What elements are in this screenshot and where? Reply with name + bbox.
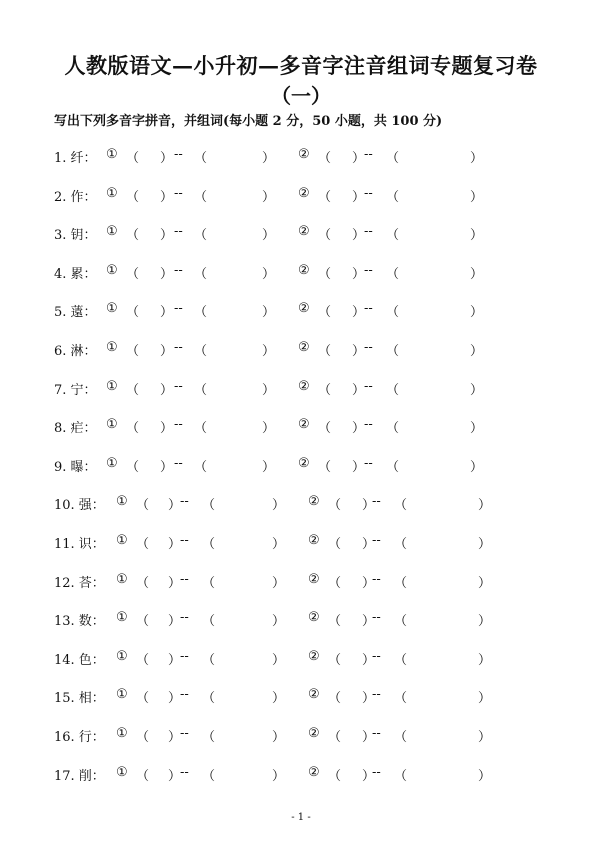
circled-number-1: ①	[106, 185, 118, 201]
pinyin-blank-2-open: （	[318, 266, 332, 282]
dash-separator: --	[180, 648, 189, 664]
word-blank-1-close: ）	[262, 382, 276, 398]
pinyin-blank-1-close: ）	[168, 652, 182, 668]
pinyin-blank-2-close: ）	[352, 266, 366, 282]
word-blank-1-close: ）	[272, 768, 286, 784]
dash-separator: --	[364, 417, 373, 433]
pinyin-blank-1-close: ）	[168, 575, 182, 591]
word-blank-1-open: （	[194, 344, 208, 359]
circled-number-2: ②	[298, 455, 310, 471]
pinyin-blank-1-open: （	[136, 537, 150, 552]
word-blank-2-close: ）	[478, 498, 492, 514]
circled-number-1: ①	[106, 147, 118, 162]
circled-number-2: ②	[298, 147, 310, 162]
question-label: 8. 疟：	[54, 421, 97, 437]
word-blank-2-close: ）	[470, 266, 484, 282]
question-label: 9. 曝：	[54, 459, 97, 475]
word-blank-1-close: ）	[272, 691, 286, 707]
pinyin-blank-2-open: （	[328, 768, 342, 784]
pinyin-blank-2-close: ）	[362, 691, 376, 707]
dash-separator: --	[372, 687, 381, 703]
question-label: 15. 相：	[54, 691, 105, 707]
word-blank-1-open: （	[202, 537, 216, 552]
question-row	[0, 610, 602, 632]
question-label: 3. 钥：	[54, 228, 97, 244]
dash-separator: --	[174, 378, 183, 394]
dash-separator: --	[372, 726, 381, 741]
pinyin-blank-2-open: （	[318, 151, 332, 166]
pinyin-blank-1-open: （	[126, 189, 140, 205]
question-row	[0, 147, 602, 169]
question-row	[0, 379, 602, 401]
circled-number-2: ②	[308, 533, 320, 548]
circled-number-2: ②	[298, 262, 310, 278]
word-blank-1-close: ）	[262, 151, 276, 166]
question-label: 2. 作：	[54, 189, 97, 205]
instruction-text: 写出下列多音字拼音，并组词(每小题 2 分，50 小题，共 100 分)	[54, 114, 443, 129]
question-label: 11. 识：	[54, 537, 105, 552]
dash-separator: --	[364, 455, 373, 471]
word-blank-2-close: ）	[470, 151, 484, 166]
circled-number-2: ②	[308, 571, 320, 587]
circled-number-1: ①	[116, 610, 128, 626]
circled-number-1: ①	[106, 417, 118, 433]
circled-number-2: ②	[298, 417, 310, 433]
pinyin-blank-1-open: （	[126, 228, 140, 244]
pinyin-blank-2-open: （	[328, 614, 342, 630]
page-subtitle: （一）	[271, 84, 331, 108]
circled-number-1: ①	[106, 262, 118, 278]
pinyin-blank-1-close: ）	[168, 691, 182, 707]
dash-separator: --	[174, 224, 183, 240]
pinyin-blank-2-open: （	[328, 498, 342, 514]
pinyin-blank-1-open: （	[126, 305, 140, 321]
dash-separator: --	[364, 262, 373, 278]
dash-separator: --	[364, 147, 373, 162]
word-blank-1-close: ）	[272, 537, 286, 552]
word-blank-1-open: （	[202, 768, 216, 784]
dash-separator: --	[174, 185, 183, 201]
pinyin-blank-2-close: ）	[362, 575, 376, 591]
question-row	[0, 301, 602, 323]
pinyin-blank-2-close: ）	[352, 421, 366, 437]
dash-separator: --	[180, 571, 189, 587]
question-row	[0, 649, 602, 671]
word-blank-2-open: （	[394, 768, 408, 784]
pinyin-blank-2-open: （	[318, 459, 332, 475]
word-blank-1-close: ）	[272, 652, 286, 668]
question-row	[0, 687, 602, 709]
word-blank-1-close: ）	[262, 421, 276, 437]
question-label: 12. 荅：	[54, 575, 105, 591]
word-blank-1-open: （	[202, 730, 216, 745]
pinyin-blank-2-open: （	[318, 228, 332, 244]
question-label: 14. 色：	[54, 652, 105, 668]
pinyin-blank-1-close: ）	[160, 266, 174, 282]
dash-separator: --	[174, 340, 183, 355]
question-row	[0, 456, 602, 478]
circled-number-1: ①	[106, 455, 118, 471]
pinyin-blank-2-close: ）	[362, 498, 376, 514]
question-label: 16. 行：	[54, 730, 105, 745]
word-blank-2-open: （	[394, 614, 408, 630]
word-blank-1-open: （	[202, 614, 216, 630]
dash-separator: --	[180, 764, 189, 780]
circled-number-2: ②	[308, 726, 320, 741]
word-blank-1-close: ）	[262, 228, 276, 244]
dash-separator: --	[364, 378, 373, 394]
pinyin-blank-1-close: ）	[168, 614, 182, 630]
pinyin-blank-2-open: （	[328, 537, 342, 552]
dash-separator: --	[372, 533, 381, 548]
dash-separator: --	[180, 687, 189, 703]
pinyin-blank-1-close: ）	[160, 151, 174, 166]
circled-number-1: ①	[116, 648, 128, 664]
word-blank-1-open: （	[202, 652, 216, 668]
pinyin-blank-1-close: ）	[160, 344, 174, 359]
question-row	[0, 572, 602, 594]
word-blank-2-open: （	[394, 652, 408, 668]
word-blank-1-open: （	[202, 575, 216, 591]
circled-number-1: ①	[106, 378, 118, 394]
pinyin-blank-1-open: （	[136, 498, 150, 514]
word-blank-2-open: （	[394, 730, 408, 745]
pinyin-blank-1-open: （	[136, 614, 150, 630]
pinyin-blank-1-close: ）	[160, 421, 174, 437]
word-blank-2-open: （	[386, 305, 400, 321]
pinyin-blank-1-open: （	[126, 344, 140, 359]
circled-number-2: ②	[308, 494, 320, 510]
circled-number-2: ②	[298, 340, 310, 355]
pinyin-blank-2-open: （	[328, 652, 342, 668]
pinyin-blank-2-close: ）	[362, 537, 376, 552]
dash-separator: --	[180, 610, 189, 626]
word-blank-2-open: （	[394, 537, 408, 552]
question-row	[0, 765, 602, 787]
word-blank-1-open: （	[194, 228, 208, 244]
dash-separator: --	[364, 185, 373, 201]
word-blank-1-close: ）	[262, 305, 276, 321]
dash-separator: --	[372, 648, 381, 664]
word-blank-1-open: （	[194, 421, 208, 437]
question-label: 1. 纤：	[54, 151, 97, 166]
pinyin-blank-1-open: （	[126, 151, 140, 166]
word-blank-2-open: （	[386, 421, 400, 437]
pinyin-blank-2-close: ）	[362, 652, 376, 668]
word-blank-1-open: （	[194, 189, 208, 205]
circled-number-2: ②	[308, 764, 320, 780]
question-label: 6. 淋：	[54, 344, 97, 359]
word-blank-1-close: ）	[262, 189, 276, 205]
page-title: 人教版语文—小升初—多音字注音组词专题复习卷	[64, 53, 538, 78]
word-blank-2-close: ）	[470, 421, 484, 437]
pinyin-blank-2-close: ）	[352, 228, 366, 244]
word-blank-1-open: （	[202, 498, 216, 514]
dash-separator: --	[180, 533, 189, 548]
dash-separator: --	[372, 571, 381, 587]
word-blank-1-close: ）	[262, 266, 276, 282]
word-blank-2-close: ）	[470, 305, 484, 321]
pinyin-blank-2-open: （	[328, 575, 342, 591]
circled-number-1: ①	[106, 301, 118, 317]
pinyin-blank-1-close: ）	[160, 382, 174, 398]
circled-number-2: ②	[298, 301, 310, 317]
question-label: 5. 薳：	[54, 305, 97, 321]
circled-number-1: ①	[116, 494, 128, 510]
word-blank-2-open: （	[386, 189, 400, 205]
pinyin-blank-1-open: （	[126, 421, 140, 437]
word-blank-1-open: （	[194, 459, 208, 475]
pinyin-blank-1-close: ）	[160, 305, 174, 321]
word-blank-1-open: （	[194, 382, 208, 398]
word-blank-2-open: （	[394, 691, 408, 707]
dash-separator: --	[372, 764, 381, 780]
circled-number-1: ①	[116, 764, 128, 780]
dash-separator: --	[364, 301, 373, 317]
word-blank-2-open: （	[386, 382, 400, 398]
pinyin-blank-2-open: （	[318, 344, 332, 359]
pinyin-blank-1-close: ）	[160, 459, 174, 475]
pinyin-blank-2-close: ）	[362, 614, 376, 630]
circled-number-1: ①	[116, 687, 128, 703]
pinyin-blank-2-close: ）	[352, 344, 366, 359]
pinyin-blank-1-close: ）	[168, 730, 182, 745]
word-blank-2-open: （	[386, 151, 400, 166]
question-label: 13. 数：	[54, 614, 105, 630]
circled-number-1: ①	[106, 224, 118, 240]
pinyin-blank-1-open: （	[136, 652, 150, 668]
word-blank-2-open: （	[386, 228, 400, 244]
pinyin-blank-2-close: ）	[362, 768, 376, 784]
question-label: 4. 累：	[54, 266, 97, 282]
word-blank-2-close: ）	[470, 382, 484, 398]
word-blank-1-open: （	[194, 266, 208, 282]
word-blank-2-open: （	[386, 344, 400, 359]
circled-number-1: ①	[106, 340, 118, 355]
pinyin-blank-2-open: （	[318, 189, 332, 205]
dash-separator: --	[180, 726, 189, 741]
dash-separator: --	[174, 455, 183, 471]
pinyin-blank-1-close: ）	[160, 228, 174, 244]
pinyin-blank-1-open: （	[136, 691, 150, 707]
question-label: 7. 宁：	[54, 382, 97, 398]
circled-number-2: ②	[298, 378, 310, 394]
question-row	[0, 494, 602, 516]
word-blank-2-close: ）	[470, 344, 484, 359]
pinyin-blank-1-close: ）	[168, 537, 182, 552]
pinyin-blank-1-close: ）	[168, 768, 182, 784]
dash-separator: --	[372, 494, 381, 510]
pinyin-blank-1-close: ）	[160, 189, 174, 205]
dash-separator: --	[174, 262, 183, 278]
pinyin-blank-1-open: （	[126, 382, 140, 398]
pinyin-blank-2-open: （	[328, 730, 342, 745]
word-blank-2-open: （	[394, 498, 408, 514]
circled-number-1: ①	[116, 533, 128, 548]
circled-number-1: ①	[116, 726, 128, 741]
pinyin-blank-2-open: （	[328, 691, 342, 707]
dash-separator: --	[174, 301, 183, 317]
circled-number-2: ②	[308, 610, 320, 626]
dash-separator: --	[174, 147, 183, 162]
question-row	[0, 417, 602, 439]
circled-number-1: ①	[116, 571, 128, 587]
word-blank-2-close: ）	[478, 614, 492, 630]
circled-number-2: ②	[298, 185, 310, 201]
pinyin-blank-1-open: （	[136, 730, 150, 745]
word-blank-2-open: （	[394, 575, 408, 591]
word-blank-1-close: ）	[272, 730, 286, 745]
pinyin-blank-1-close: ）	[168, 498, 182, 514]
word-blank-1-close: ）	[272, 575, 286, 591]
word-blank-1-open: （	[202, 691, 216, 707]
pinyin-blank-2-open: （	[318, 305, 332, 321]
word-blank-1-close: ）	[272, 498, 286, 514]
word-blank-1-open: （	[194, 305, 208, 321]
word-blank-1-close: ）	[262, 459, 276, 475]
pinyin-blank-1-open: （	[136, 768, 150, 784]
pinyin-blank-2-close: ）	[352, 189, 366, 205]
pinyin-blank-1-open: （	[126, 459, 140, 475]
word-blank-1-close: ）	[272, 614, 286, 630]
word-blank-2-close: ）	[470, 228, 484, 244]
pinyin-blank-2-close: ）	[362, 730, 376, 745]
dash-separator: --	[180, 494, 189, 510]
word-blank-2-close: ）	[470, 459, 484, 475]
word-blank-2-open: （	[386, 459, 400, 475]
pinyin-blank-1-open: （	[126, 266, 140, 282]
question-label: 10. 强：	[54, 498, 105, 514]
question-row	[0, 224, 602, 246]
circled-number-2: ②	[308, 687, 320, 703]
dash-separator: --	[174, 417, 183, 433]
circled-number-2: ②	[298, 224, 310, 240]
pinyin-blank-2-open: （	[318, 421, 332, 437]
question-row	[0, 726, 602, 748]
pinyin-blank-2-close: ）	[352, 459, 366, 475]
dash-separator: --	[364, 340, 373, 355]
word-blank-2-close: ）	[478, 730, 492, 745]
word-blank-1-close: ）	[262, 344, 276, 359]
word-blank-2-close: ）	[470, 189, 484, 205]
pinyin-blank-2-open: （	[318, 382, 332, 398]
word-blank-2-close: ）	[478, 537, 492, 552]
pinyin-blank-2-close: ）	[352, 382, 366, 398]
word-blank-2-open: （	[386, 266, 400, 282]
question-label: 17. 削：	[54, 768, 105, 784]
question-row	[0, 186, 602, 208]
question-row	[0, 263, 602, 285]
circled-number-2: ②	[308, 648, 320, 664]
word-blank-2-close: ）	[478, 652, 492, 668]
pinyin-blank-2-close: ）	[352, 151, 366, 166]
word-blank-2-close: ）	[478, 575, 492, 591]
question-row	[0, 340, 602, 362]
word-blank-2-close: ）	[478, 768, 492, 784]
question-row	[0, 533, 602, 555]
pinyin-blank-2-close: ）	[352, 305, 366, 321]
word-blank-2-close: ）	[478, 691, 492, 707]
pinyin-blank-1-open: （	[136, 575, 150, 591]
page-number: - 1 -	[291, 812, 311, 823]
dash-separator: --	[364, 224, 373, 240]
dash-separator: --	[372, 610, 381, 626]
word-blank-1-open: （	[194, 151, 208, 166]
